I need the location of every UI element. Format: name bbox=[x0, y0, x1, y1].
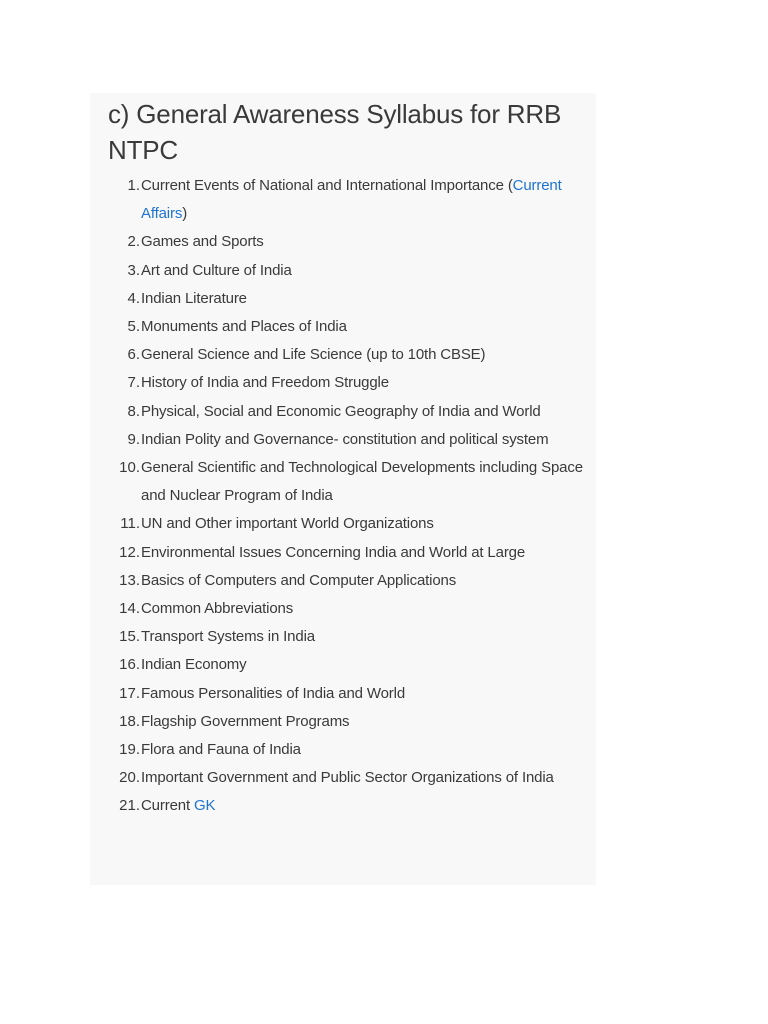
list-item bbox=[108, 567, 596, 595]
list-item-number: 21. bbox=[119, 797, 140, 815]
list-item-text bbox=[141, 623, 596, 651]
list-item bbox=[108, 285, 596, 313]
list-item-text bbox=[141, 228, 596, 256]
list-item-number: 20. bbox=[119, 769, 140, 787]
list-item-label: Flora and Fauna of India bbox=[141, 741, 301, 759]
list-item-label: Monuments and Places of India bbox=[141, 318, 347, 336]
list-item-text bbox=[141, 708, 596, 736]
list-item-number: 2. bbox=[127, 233, 140, 251]
list-item bbox=[108, 369, 596, 397]
list-item-number: 10. bbox=[119, 459, 140, 477]
list-item bbox=[108, 792, 596, 820]
list-item-text bbox=[141, 341, 596, 369]
list-item-label: Flagship Government Programs bbox=[141, 712, 350, 730]
list-item-label: Art and Culture of India bbox=[141, 261, 292, 279]
list-item-label: History of India and Freedom Struggle bbox=[141, 374, 389, 392]
list-item bbox=[108, 736, 596, 764]
list-item-number: 6. bbox=[127, 346, 140, 364]
list-item-text bbox=[141, 680, 596, 708]
list-item-label: Basics of Computers and Computer Applications bbox=[141, 571, 457, 589]
list-item-text bbox=[141, 369, 596, 397]
list-item-text bbox=[141, 595, 596, 623]
list-item bbox=[108, 257, 596, 285]
list-item bbox=[108, 539, 596, 567]
list-item-number: 16. bbox=[119, 656, 140, 674]
list-item-text bbox=[141, 510, 596, 538]
list-item bbox=[108, 172, 596, 228]
open-paren: ( bbox=[503, 177, 513, 194]
link-gk[interactable]: GK bbox=[194, 797, 216, 815]
list-item-label: Famous Personalities of India and World bbox=[141, 684, 406, 702]
list-item-text bbox=[141, 257, 596, 285]
list-item-label: Current Events of National and International Importance bbox=[141, 177, 504, 194]
list-item-label: Indian Literature bbox=[141, 289, 247, 307]
list-item-number: 8. bbox=[127, 402, 140, 420]
list-item-text bbox=[141, 651, 596, 679]
list-item-label: General Science and Life Science (up to 10th CBSE) bbox=[141, 346, 486, 364]
list-item bbox=[108, 680, 596, 708]
list-item-label: UN and Other important World Organizations bbox=[141, 515, 434, 533]
list-item bbox=[108, 454, 596, 510]
list-item-text bbox=[141, 285, 596, 313]
list-item-text bbox=[141, 736, 596, 764]
list-item-text bbox=[141, 539, 596, 567]
list-item bbox=[108, 510, 596, 538]
list-item-label: Environmental Issues Concerning India and World at Large bbox=[141, 543, 526, 561]
close-paren: ) bbox=[182, 205, 188, 223]
list-item-text bbox=[141, 792, 596, 820]
list-item-number: 7. bbox=[127, 374, 140, 392]
syllabus-card bbox=[90, 93, 596, 885]
list-item bbox=[108, 426, 596, 454]
list-item-label: Physical, Social and Economic Geography of India and World bbox=[141, 402, 541, 420]
list-item bbox=[108, 708, 596, 736]
syllabus-list bbox=[108, 172, 596, 821]
list-item-label: Common Abbreviations bbox=[141, 600, 294, 618]
list-item bbox=[108, 651, 596, 679]
list-item-label: Indian Polity and Governance- constitution and political system bbox=[141, 430, 549, 448]
list-item-number: 15. bbox=[119, 628, 140, 646]
list-item-number: 1. bbox=[127, 177, 140, 194]
list-item-text bbox=[141, 764, 596, 792]
list-item-label: Indian Economy bbox=[141, 656, 247, 674]
list-item bbox=[108, 228, 596, 256]
list-item-text bbox=[141, 454, 596, 510]
list-item-number: 9. bbox=[127, 430, 140, 448]
list-item-label: Games and Sports bbox=[141, 233, 264, 251]
list-item bbox=[108, 341, 596, 369]
list-item bbox=[108, 595, 596, 623]
list-item-number: 17. bbox=[119, 684, 140, 702]
list-item bbox=[108, 623, 596, 651]
list-item-text bbox=[141, 426, 596, 454]
list-item bbox=[108, 764, 596, 792]
list-item-number: 3. bbox=[127, 261, 140, 279]
list-item bbox=[108, 398, 596, 426]
list-item-label: Current bbox=[141, 797, 194, 815]
list-item-text bbox=[141, 398, 596, 426]
list-item-number: 5. bbox=[127, 318, 140, 336]
list-item-label: General Scientific and Technological Developments including Space and Nuclear Program of India bbox=[141, 459, 583, 505]
list-item-number: 19. bbox=[119, 741, 140, 759]
list-item-number: 18. bbox=[119, 712, 140, 730]
list-item-text bbox=[141, 567, 596, 595]
list-item-text bbox=[141, 172, 596, 228]
list-item-label: Transport Systems in India bbox=[141, 628, 315, 646]
list-item-number: 4. bbox=[127, 289, 140, 307]
list-item-text bbox=[141, 313, 596, 341]
list-item-number: 13. bbox=[119, 571, 140, 589]
list-item-number: 14. bbox=[119, 600, 140, 618]
page-title: c) General Awareness Syllabus for RRB NTPC bbox=[108, 99, 562, 165]
list-item-number: 12. bbox=[119, 543, 140, 561]
list-item-label: Important Government and Public Sector Organizations of India bbox=[141, 769, 554, 787]
link-current-affairs[interactable]: Current Affairs bbox=[141, 177, 562, 223]
list-item bbox=[108, 313, 596, 341]
list-item-number: 11. bbox=[120, 515, 140, 533]
